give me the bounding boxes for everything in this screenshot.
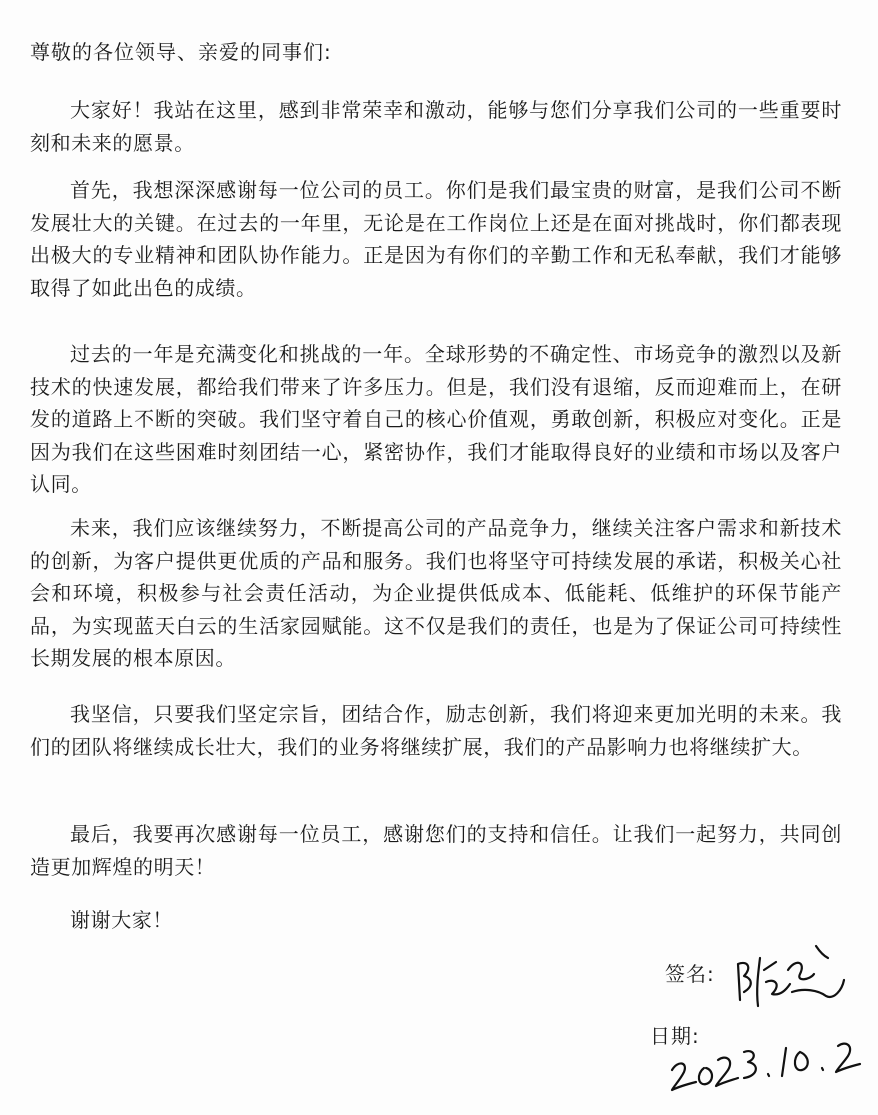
paragraph-future: 未来，我们应该继续努力，不断提高公司的产品竞争力，继续关注客户需求和新技术的创新，为客户提供更优质的产品和服务。我们也将坚守可持续发展的承诺，积极关心社会和环境，积极参与社会责任活动，为企业提供低成本、低能耗、低维护的环保节能产品，为实现蓝天白云的生活家园赋能。这不仅是我们的责任，也是为了保证公司可持续性长期发展的根本原因。 [30,516,842,670]
handwritten-date [668,1030,868,1100]
paragraph-thanks-employees: 首先，我想深深感谢每一位公司的员工。你们是我们最宝贵的财富，是我们公司不断发展壮大的关键。在过去的一年里，无论是在工作岗位上还是在面对挑战时，你们都表现出极大的专业精神和团队协作能力。正是因为有你们的辛勤工作和无私奉献，我们才能够取得了如此出色的成绩。 [30,178,842,300]
salutation: 尊敬的各位领导、亲爱的同事们: [30,40,332,64]
paragraph-past-year: 过去的一年是充满变化和挑战的一年。全球形势的不确定性、市场竞争的激烈以及新技术的快速发展，都给我们带来了许多压力。但是，我们没有退缩，反而迎难而上，在研发的道路上不断的突破。我们坚守着自己的核心价值观，勇敢创新，积极应对变化。正是因为我们在这些困难时刻团结一心，紧密协作，我们才能取得良好的业绩和市场以及客户认同。 [30,342,842,496]
paragraph-closing: 最后，我要再次感谢每一位员工，感谢您们的支持和信任。让我们一起努力，共同创造更加辉煌的明天！ [30,822,842,879]
paragraph-greeting: 大家好！我站在这里，感到非常荣幸和激动，能够与您们分享我们公司的一些重要时刻和未来的愿景。 [30,98,842,155]
paragraph-belief: 我坚信，只要我们坚定宗旨，团结合作，励志创新，我们将迎来更加光明的未来。我们的团队将继续成长壮大，我们的业务将继续扩展，我们的产品影响力也将继续扩大。 [30,702,842,759]
paragraph-thank-you: 谢谢大家！ [70,908,173,932]
signature-label: 签名: [665,962,715,986]
handwritten-signature [730,940,850,1020]
date-label: 日期: [650,1024,700,1048]
